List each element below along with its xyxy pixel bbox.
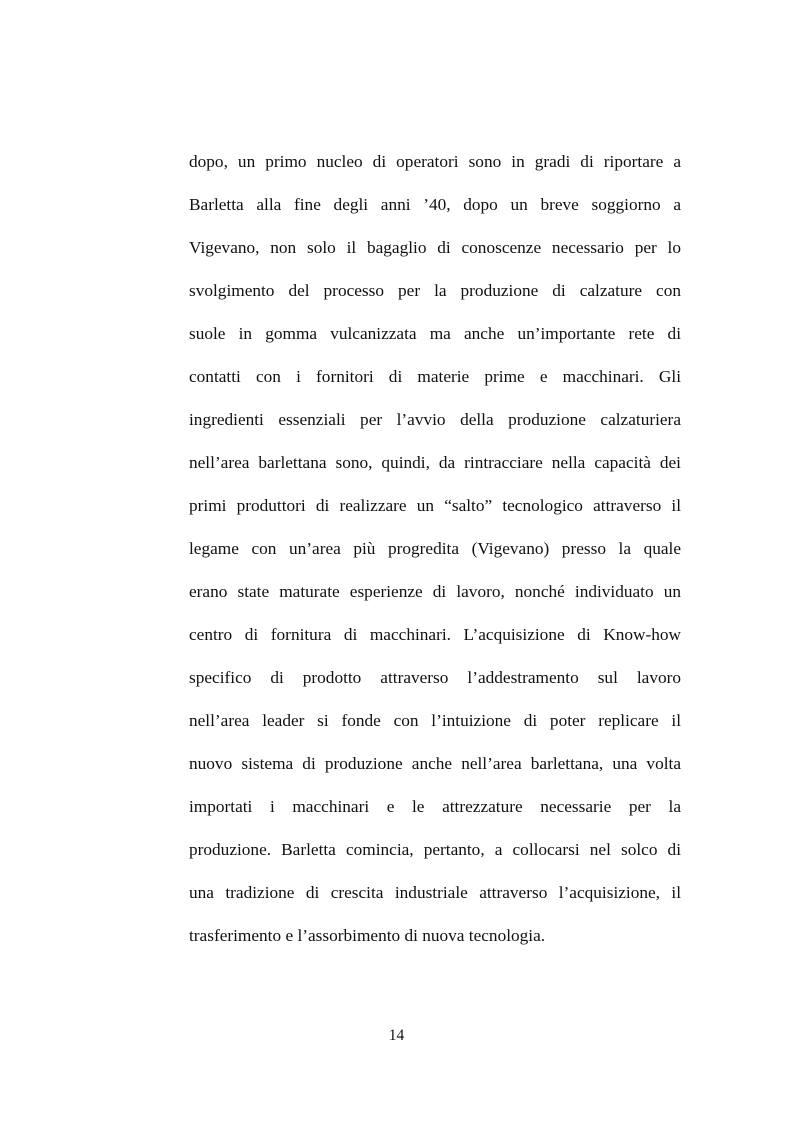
text-line: centro di fornitura di macchinari. L’acquisizione di Know-how xyxy=(189,625,681,644)
text-line: ingredienti essenziali per l’avvio della produzione calzaturiera xyxy=(189,410,681,429)
text-line: importati i macchinari e le attrezzature necessarie per la xyxy=(189,797,681,816)
text-line: legame con un’area più progredita (Vigevano) presso la quale xyxy=(189,539,681,558)
text-line: contatti con i fornitori di materie prime e macchinari. Gli xyxy=(189,367,681,386)
text-line: produzione. Barletta comincia, pertanto, a collocarsi nel solco di xyxy=(189,840,681,859)
page-number: 14 xyxy=(388,1027,405,1044)
text-line: svolgimento del processo per la produzione di calzature con xyxy=(189,281,681,300)
text-line: nuovo sistema di produzione anche nell’area barlettana, una volta xyxy=(189,754,681,773)
text-line: Vigevano, non solo il bagaglio di conoscenze necessario per lo xyxy=(189,238,681,257)
body-paragraph xyxy=(189,147,681,964)
text-line: trasferimento e l’assorbimento di nuova tecnologia. xyxy=(189,926,546,945)
text-line: dopo, un primo nucleo di operatori sono in gradi di riportare a xyxy=(189,152,681,171)
text-line: suole in gomma vulcanizzata ma anche un’importante rete di xyxy=(189,324,681,343)
text-line: primi produttori di realizzare un “salto” tecnologico attraverso il xyxy=(189,496,681,515)
text-line: una tradizione di crescita industriale attraverso l’acquisizione, il xyxy=(189,883,681,902)
text-line: nell’area leader si fonde con l’intuizione di poter replicare il xyxy=(189,711,681,730)
text-line: specifico di prodotto attraverso l’addestramento sul lavoro xyxy=(189,668,681,687)
text-line: Barletta alla fine degli anni ’40, dopo un breve soggiorno a xyxy=(189,195,681,214)
text-line: erano state maturate esperienze di lavoro, nonché individuato un xyxy=(189,582,681,601)
text-line: nell’area barlettana sono, quindi, da rintracciare nella capacità dei xyxy=(189,453,681,472)
